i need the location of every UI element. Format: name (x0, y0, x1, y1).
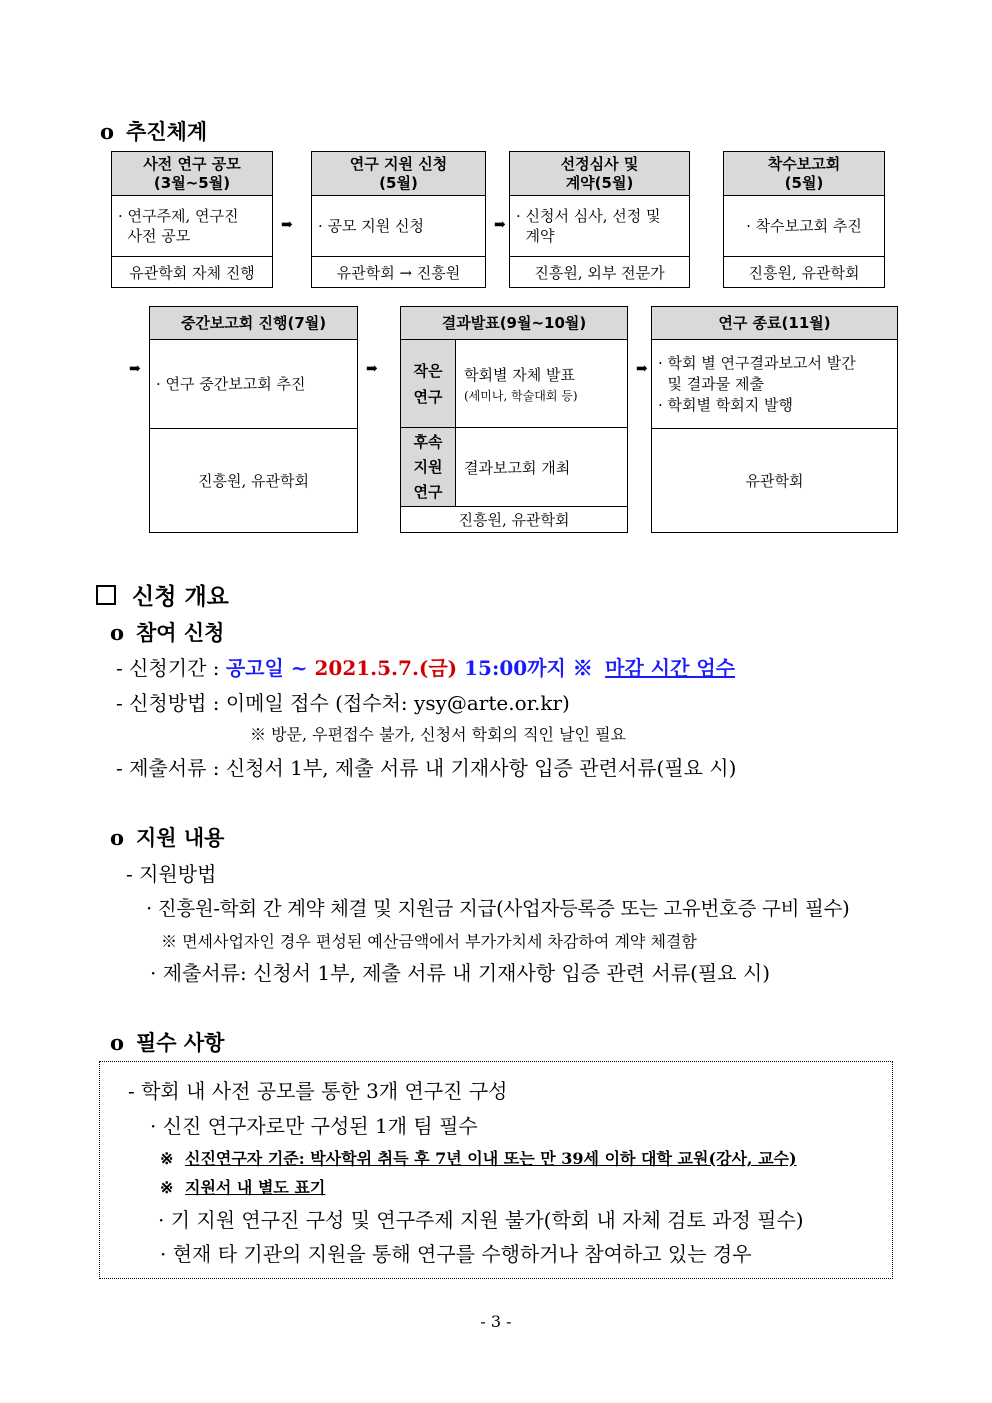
flow-box-header: 중간보고회 진행(7월) (150, 307, 357, 340)
results-row-follow-up (401, 428, 627, 507)
flow-box-header (312, 152, 485, 196)
flow-box-kickoff (723, 151, 885, 288)
subsection-title-apply (110, 617, 224, 647)
note-text: 지원서 내 별도 표기 (184, 1178, 326, 1197)
support-item-contract: · 진흥원-학회 간 계약 체결 및 지원금 지급(사업자등록증 또는 고유번호증 구비 필수) (146, 897, 850, 920)
results-row-text: 결과보고회 개최 (464, 458, 571, 477)
label-line: 작은 (413, 361, 443, 380)
flow-box-footer: 진흥원, 외부 전문가 (510, 256, 689, 287)
apply-method-note: ※ 방문, 우편접수 불가, 신청서 학회의 직인 날인 필요 (250, 725, 626, 744)
flow-box-results (400, 306, 628, 533)
flow-box-footer: 유관학회 자체 진행 (112, 256, 272, 287)
results-row-content (456, 340, 627, 427)
flow-box-footer: 진흥원, 유관학회 (458, 511, 570, 529)
bullet-o: o (110, 620, 125, 645)
subsection-title-support (110, 822, 224, 852)
support-method: - 지원방법 (126, 862, 217, 886)
header-line: 사전 연구 공모 (143, 154, 241, 173)
results-row-text: 학회별 자체 발표 (464, 365, 575, 384)
subsection-title-text: 필수 사항 (136, 1030, 225, 1055)
arrow-right-icon: ➡ (129, 361, 141, 377)
header-line: (5월) (379, 173, 418, 192)
apply-docs: - 제출서류 : 신청서 1부, 제출 서류 내 기재사항 입증 관련서류(필요 시) (116, 756, 737, 780)
flow-box-body: · 착수보고회 추진 (746, 217, 862, 235)
page-number: - 3 - (480, 1312, 512, 1331)
flow-box-review (509, 151, 690, 288)
body-line: · 학회별 학회지 발행 (658, 395, 793, 414)
bullet-o: o (110, 1030, 125, 1055)
arrow-right-icon: ➡ (494, 217, 506, 233)
period-note: 마감 시간 엄수 (605, 656, 735, 680)
section-header-overview (96, 578, 229, 611)
results-row-label (401, 340, 456, 427)
required-note-mark-application (160, 1175, 325, 1198)
header-line: 계약(5월) (565, 173, 634, 192)
required-line-no-duplicate: · 기 지원 연구진 구성 및 연구주제 지원 불가(학회 내 자체 검토 과정 필수) (158, 1208, 804, 1232)
support-item-note: ※ 면세사업자인 경우 편성된 예산금액에서 부가가치세 차감하여 계약 체결함 (161, 932, 697, 951)
section-title-text: 신청 개요 (132, 583, 229, 610)
header-line: 착수보고회 (767, 154, 841, 173)
required-line-new-team: · 신진 연구자로만 구성된 1개 팀 필수 (150, 1114, 478, 1138)
body-line: · 연구주제, 연구진 (118, 207, 239, 225)
flow-box-footer: 진흥원, 유관학회 (724, 256, 884, 287)
required-line-composition: - 학회 내 사전 공모를 통한 3개 연구진 구성 (128, 1079, 508, 1103)
body-line: · 학회 별 연구결과보고서 발간 (658, 353, 856, 372)
arrow-right-icon: ➡ (366, 361, 378, 377)
section-title-text: 추진체계 (126, 119, 208, 144)
required-line-other-agency: · 현재 타 기관의 지원을 통해 연구를 수행하거나 참여하고 있는 경우 (160, 1242, 752, 1266)
period-time: 15:00까지 (457, 656, 573, 680)
flow-box-body: · 공모 지원 신청 (318, 217, 425, 235)
square-bullet-icon (96, 585, 116, 605)
section-title-promotion (100, 116, 207, 146)
period-label: - 신청기간 : (116, 656, 226, 680)
flow-box-header: 연구 종료(11월) (652, 307, 897, 340)
subsection-title-text: 참여 신청 (136, 620, 225, 645)
flow-box-footer: 유관학회 (652, 428, 897, 532)
header-line: 연구 지원 신청 (349, 154, 448, 173)
body-line: 및 결과물 제출 (658, 374, 765, 393)
apply-period (116, 652, 735, 681)
bullet-o: o (100, 119, 115, 144)
label-line: 지원 (413, 457, 443, 476)
flow-box-mid-report (149, 306, 358, 533)
header-line: 선정심사 및 (560, 154, 639, 173)
subsection-title-required (110, 1027, 224, 1057)
label-line: 연구 (413, 387, 443, 406)
flow-box-header (510, 152, 689, 196)
flow-box-footer: 유관학회 → 진흥원 (312, 256, 485, 287)
flow-box-apply (311, 151, 486, 288)
header-line: (3월~5월) (153, 173, 231, 192)
support-item-docs: · 제출서류: 신청서 1부, 제출 서류 내 기재사항 입증 관련 서류(필요 시) (150, 961, 771, 985)
flow-box-end (651, 306, 898, 533)
period-date: 2021.5.7.(금) (314, 656, 458, 680)
body-line: · 신청서 심사, 선정 및 (516, 207, 661, 225)
flow-box-header (724, 152, 884, 196)
flow-box-body: · 연구 중간보고회 추진 (156, 375, 306, 393)
results-row-label (401, 428, 456, 506)
header-line: (5월) (784, 173, 824, 192)
results-row-small-research (401, 340, 627, 428)
label-line: 후속 (413, 432, 443, 451)
flow-box-body (652, 340, 897, 428)
note-mark: ※ (160, 1149, 174, 1168)
flow-box-body (112, 196, 272, 256)
apply-method: - 신청방법 : 이메일 접수 (접수처: ysy@arte.or.kr) (116, 691, 570, 715)
bullet-o: o (110, 825, 125, 850)
body-line: 사전 공모 (118, 227, 191, 245)
flow-box-pre-contest (111, 151, 273, 288)
subsection-title-text: 지원 내용 (136, 825, 225, 850)
note-mark: ※ (160, 1178, 174, 1197)
results-row-subtext: (세미나, 학술대회 등) (464, 388, 578, 403)
required-note-criteria (160, 1146, 797, 1169)
arrow-right-icon: ➡ (281, 217, 293, 233)
flow-box-header: 결과발표(9월~10월) (401, 307, 627, 340)
body-line: 계약 (516, 227, 555, 245)
flow-box-footer: 진흥원, 유관학회 (150, 428, 357, 532)
note-text: 신진연구자 기준: 박사학위 취득 후 7년 이내 또는 만 39세 이하 대학 교원(강사, 교수) (184, 1149, 797, 1168)
arrow-right-icon: ➡ (636, 361, 648, 377)
label-line: 연구 (413, 482, 443, 501)
flow-box-header (112, 152, 272, 196)
period-start: 공고일 ~ (225, 656, 315, 680)
flow-box-body (510, 196, 689, 256)
note-mark: ※ (572, 656, 593, 680)
